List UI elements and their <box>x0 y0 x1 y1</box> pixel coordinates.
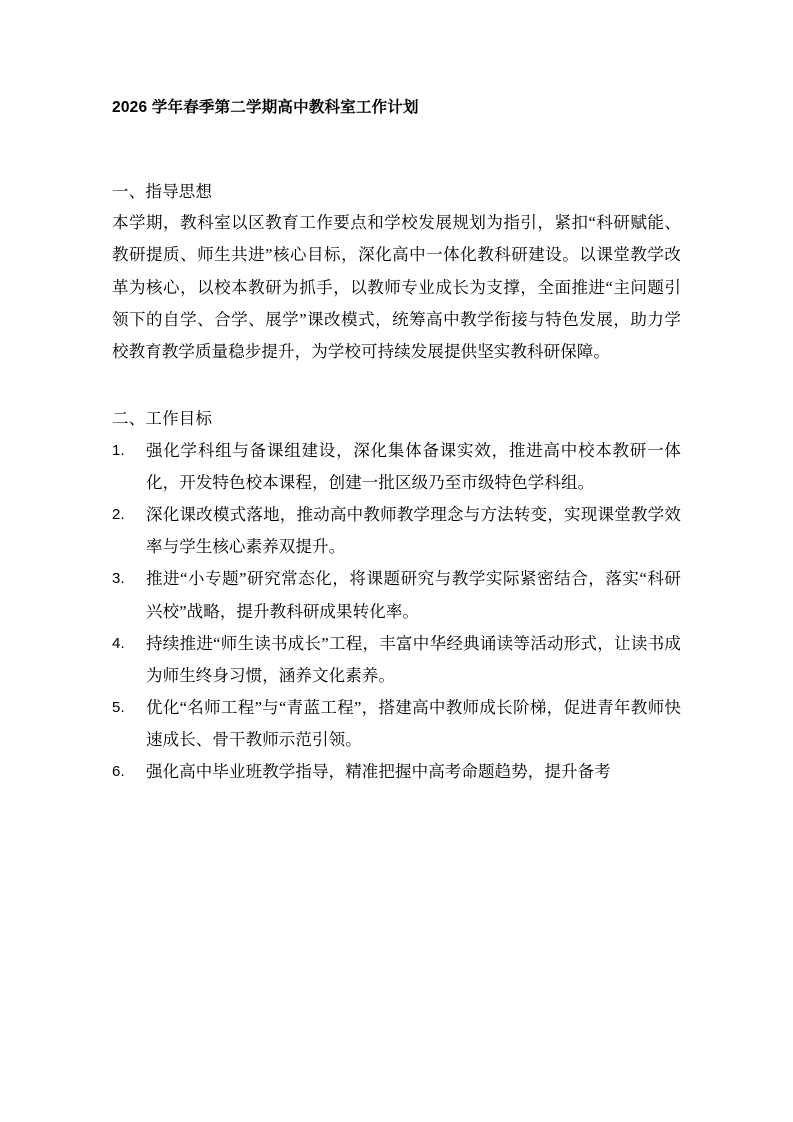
section-paragraph-1: 本学期，教科室以区教育工作要点和学校发展规划为指引，紧扣“科研赋能、教研提质、师生共进”核心目标，深化高中一体化教科研建设。以课堂教学改革为核心，以校本教研为抓手，以教师专业成长为支撑，全面推进“主问题引领下的自学、合学、展学”课改模式，统筹高中教学衔接与特色发展，助力学校教育教学质量稳步提升，为学校可持续发展提供坚实教科研保障。 <box>112 213 681 361</box>
list-item-text: 持续推进“师生读书成长”工程，丰富中华经典诵读等活动形式，让读书成为师生终身习惯，涵养文化素养。 <box>146 633 681 685</box>
list-item-text: 强化高中毕业班教学指导，精准把握中高考命题趋势，提升备考 <box>146 762 611 782</box>
list-item-number: 1. <box>112 441 125 459</box>
list-item-number: 4. <box>112 634 125 652</box>
list-item <box>112 435 681 499</box>
list-item-number: 6. <box>112 763 125 781</box>
list-item-text: 优化“名师工程”与“青蓝工程”，搭建高中教师成长阶梯，促进青年教师快速成长、骨干教师示范引领。 <box>146 698 681 750</box>
section-work-objectives <box>112 404 681 788</box>
list-item <box>112 499 681 563</box>
section-spacer <box>112 368 681 404</box>
list-item-number: 2. <box>112 506 125 524</box>
title-spacer <box>112 121 681 177</box>
page-title: 2026 学年春季第二学期高中教科室工作计划 <box>112 99 419 116</box>
list-item <box>112 563 681 627</box>
list-item <box>112 628 681 692</box>
list-item <box>112 692 681 756</box>
list-item-text: 深化课改模式落地，推动高中教师教学理念与方法转变，实现课堂教学效率与学生核心素养双提升。 <box>146 505 681 557</box>
section-heading-2: 二、工作目标 <box>112 409 213 429</box>
list-item <box>112 756 681 788</box>
section-heading-1: 一、指导思想 <box>112 181 213 201</box>
list-item-text: 推进“小专题”研究常态化，将课题研究与教学实际紧密结合，落实“科研兴校”战略，提升教科研成果转化率。 <box>146 569 681 621</box>
section-guiding-ideology <box>112 177 681 368</box>
list-item-number: 5. <box>112 699 125 717</box>
list-item-text: 强化学科组与备课组建设，深化集体备课实效，推进高中校本教研一体化，开发特色校本课程，创建一批区级乃至市级特色学科组。 <box>146 440 681 492</box>
list-item-number: 3. <box>112 570 125 588</box>
